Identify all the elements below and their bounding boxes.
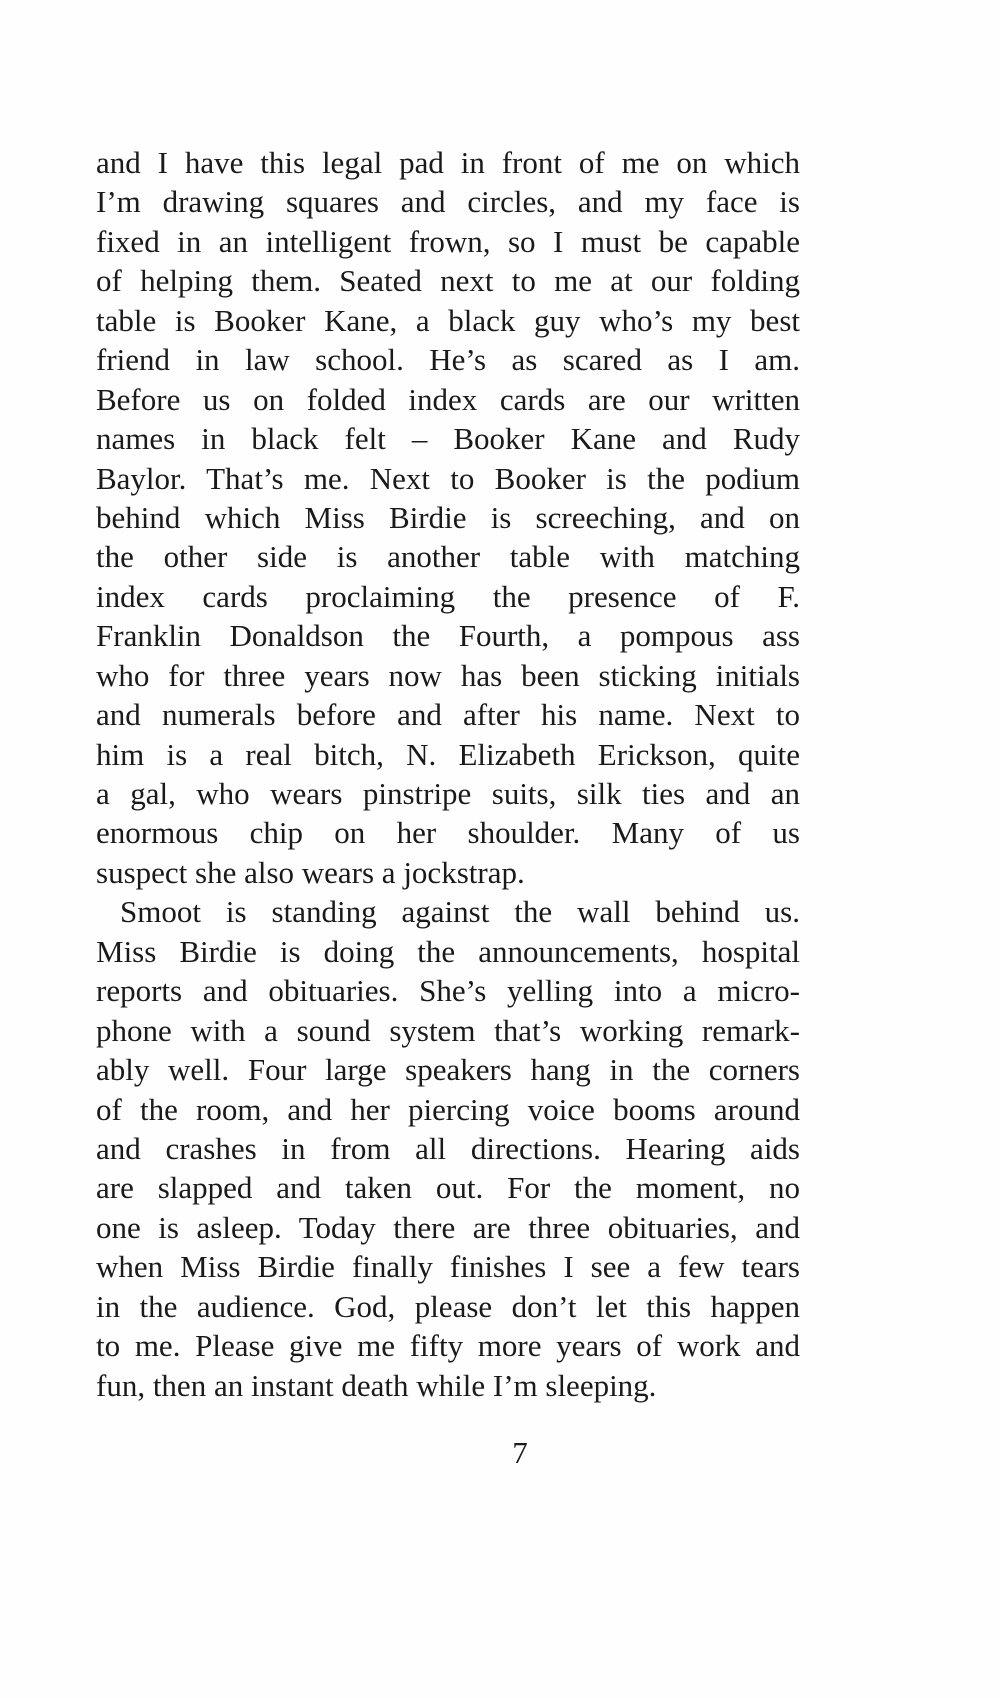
- text-line: Baylor. That’s me. Next to Booker is the podium: [96, 460, 800, 496]
- text-line: phone with a sound system that’s working remark-: [96, 1012, 800, 1048]
- text-line: I’m drawing squares and circles, and my face is: [96, 184, 800, 220]
- text-line: one is asleep. Today there are three obituaries, and: [96, 1209, 800, 1245]
- text-line: of the room, and her piercing voice booms around: [96, 1091, 800, 1127]
- text-line: of helping them. Seated next to me at our folding: [96, 263, 800, 299]
- text-line: when Miss Birdie finally finishes I see a few tears: [96, 1249, 800, 1285]
- text-line: and crashes in from all directions. Hearing aids: [96, 1130, 800, 1166]
- body-text: [96, 143, 800, 1405]
- text-line: Miss Birdie is doing the announcements, hospital: [96, 933, 800, 969]
- text-line: fun, then an instant death while I’m sleeping.: [96, 1367, 657, 1403]
- text-line: to me. Please give me fifty more years of work and: [96, 1328, 800, 1364]
- text-line: are slapped and taken out. For the moment, no: [96, 1170, 800, 1206]
- text-line: who for three years now has been sticking initials: [96, 657, 800, 693]
- text-line: and I have this legal pad in front of me on which: [96, 145, 800, 180]
- page-number: 7: [512, 1435, 528, 1470]
- text-line: behind which Miss Birdie is screeching, and on: [96, 499, 800, 535]
- text-line: friend in law school. He’s as scared as I am.: [96, 342, 800, 378]
- text-line: and numerals before and after his name. Next to: [96, 697, 800, 733]
- text-line: the other side is another table with matching: [96, 539, 800, 575]
- text-line: Franklin Donaldson the Fourth, a pompous ass: [96, 618, 800, 654]
- text-line: fixed in an intelligent frown, so I must be capable: [96, 223, 800, 259]
- text-line: in the audience. God, please don’t let this happen: [96, 1288, 800, 1324]
- text-line: table is Booker Kane, a black guy who’s my best: [96, 302, 800, 338]
- text-line: suspect she also wears a jockstrap.: [96, 854, 525, 890]
- text-line: him is a real bitch, N. Elizabeth Erickson, quite: [96, 736, 800, 772]
- text-line: index cards proclaiming the presence of F.: [96, 578, 800, 614]
- text-line: ably well. Four large speakers hang in the corners: [96, 1052, 800, 1088]
- text-line: a gal, who wears pinstripe suits, silk ties and an: [96, 776, 800, 811]
- text-line: Before us on folded index cards are our written: [96, 381, 800, 417]
- text-line: enormous chip on her shoulder. Many of us: [96, 815, 800, 851]
- text-line: Smoot is standing against the wall behind us.: [120, 894, 800, 930]
- text-line: names in black felt – Booker Kane and Rudy: [96, 421, 800, 457]
- text-line: reports and obituaries. She’s yelling into a micro-: [96, 973, 800, 1009]
